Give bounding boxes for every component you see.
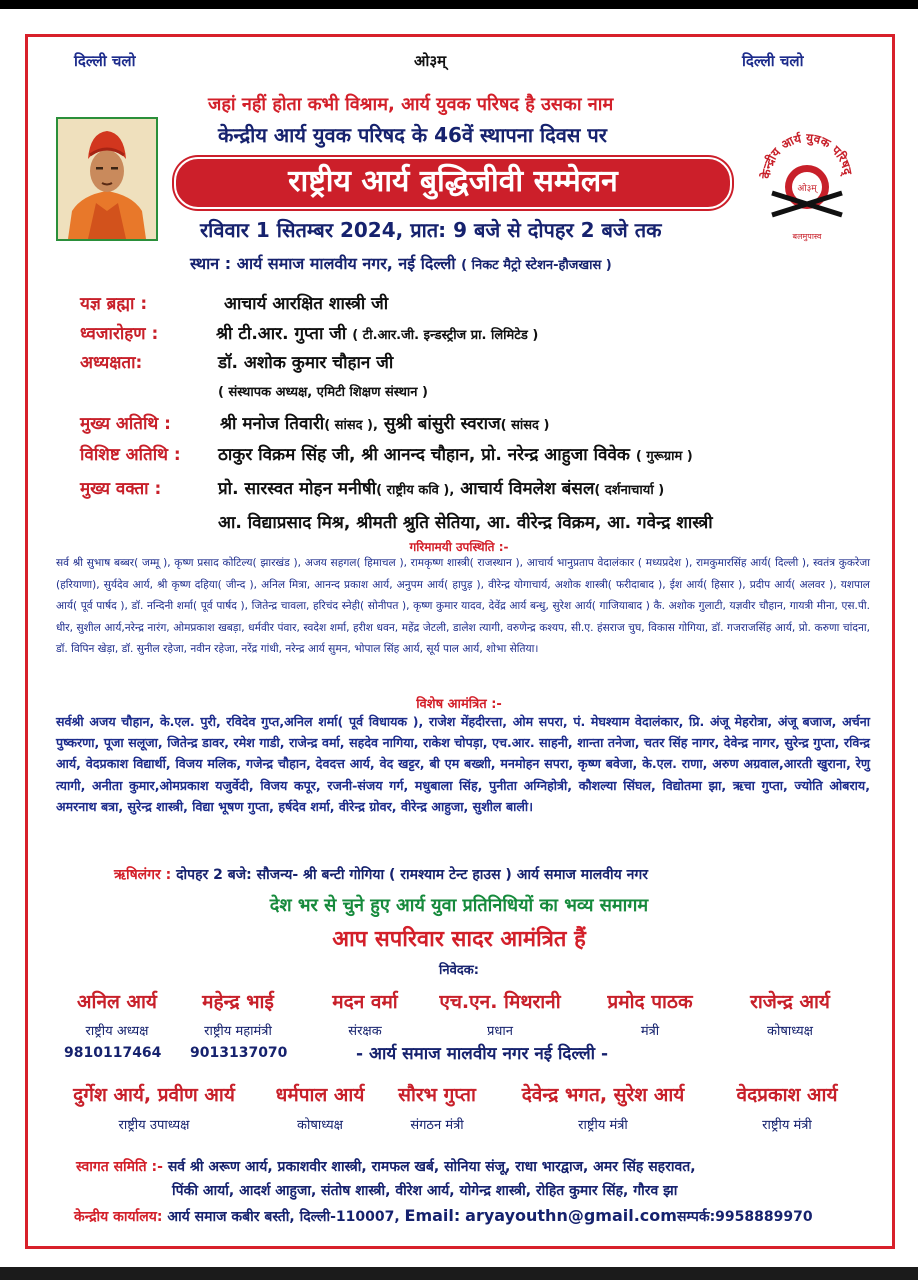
invitation-poster	[0, 9, 918, 1267]
gracious-names: सर्व श्री सुभाष बब्बर( जम्मू ), कृष्ण प्रसाद कोटिल्य( झारखंड ), अजय सहगल( हिमाचल ), रामकृष्ण शास्त्री( राजस्थान ), आचार्य भानुप्रताप वेदालंकार ( मध्यप्रदेश ), रामकुमारसिंह आर्य( दिल्ली ), स्वतंत्र कुकरेजा (हरियाणा), सुर्यदेव आर्य, श्री कृष्ण दहिया( जीन्द ), अनिल मित्रा, आनन्द प्रकाश आर्य, अनुपम आर्य( हापुड़ ), वीरेन्द्र योगाचार्य, अशोक शास्त्री( फरीदाबाद ), ईश आर्य( हिसार ), प्रदीप आर्य( अलवर ), यशपाल आर्य( पूर्व पार्षद ), डॉ. नन्दिनी शर्मा( पूर्व पार्षद ), जितेन्द्र चावला, हरिचंद स्नेही( सोनीपत ), कृष्ण कुमार यादव, देवेंद्र आर्य बन्धु, सुरेश आर्य( गाजियाबाद ) कै. अशोक गुलाटी, यज्ञवीर चौहान, गायत्री मीना, एस.पी. धीर, सुशील आर्य,नरेन्द्र नारंग, ओमप्रकाश खबड़ा, धर्मवीर पंवार, स्वदेश शर्मा, हरीश धवन, महेंद्र जेटली, डालेश त्यागी, वरुणेन्द्र कश्यप, सी.ए. हंसराज चुघ, विकास गोगिया, डॉ. गजराजसिंह आर्य, प्रो. करुणा चांदना, डॉ. विपिन खेड़ा, डॉ. सुनील रहेजा, नवीन रहेजा, नरेंद्र गांधी, नरेन्द्र आर्य सुमन, भोपाल सिंह आर्य, सूर्य पाल आर्य, शोभा सेतिया।	[56, 557, 870, 655]
organizer-name: वेदप्रकाश आर्य	[736, 1084, 838, 1106]
gathering-line: देश भर से चुने हुए आर्य युवा प्रतिनिधियों का भव्य समागम	[269, 895, 649, 916]
langar-label: ऋषिलंगर :	[114, 867, 172, 883]
organizer-phone: 9013137070	[190, 1045, 288, 1061]
welcome-row-1	[76, 1157, 696, 1176]
langar-row	[114, 865, 648, 884]
chief-guest-2-note: ( सांसद )	[500, 418, 550, 433]
occasion-line: केन्द्रीय आर्य युवक परिषद के 46वें स्थापना दिवस पर	[218, 123, 607, 147]
organizer-phone: 9810117464	[64, 1045, 162, 1061]
office-row	[74, 1206, 813, 1226]
venue	[190, 252, 612, 274]
office-address: आर्य समाज कबीर बस्ती, दिल्ली-110007,	[167, 1209, 400, 1225]
office-label: केन्द्रीय कार्यालय:	[74, 1209, 163, 1225]
organizer-name: दुर्गेश आर्य, प्रवीण आर्य	[73, 1084, 235, 1106]
yajna-label: यज्ञ ब्रह्मा :	[80, 294, 148, 314]
special-guest-row	[218, 442, 693, 465]
organizer-role: प्रधान	[487, 1024, 513, 1039]
top-black-bar	[0, 0, 918, 9]
special-guest-note: ( गुरूग्राम )	[635, 449, 693, 464]
logo-arc-text: केन्द्रीय आर्य युवक परिषद्	[758, 130, 855, 180]
contact-number: सम्पर्क:9958889970	[676, 1209, 813, 1225]
organizer-name: देवेन्द्र भगत, सुरेश आर्य	[521, 1084, 685, 1106]
flag-row	[216, 321, 538, 344]
speaker-1: प्रो. सारस्वत मोहन मनीषी	[218, 479, 377, 499]
arya-yuvak-parishad-logo	[758, 129, 856, 249]
chief-guest-2: सुश्री बांसुरी स्वराज	[383, 414, 501, 434]
welcome-label: स्वागत समिति :-	[76, 1159, 163, 1175]
speaker-2: आचार्य विमलेश बंसल	[460, 479, 595, 499]
right-slogan: दिल्ली चलो	[742, 52, 804, 70]
welcome-line-1: सर्व श्री अरूण आर्य, प्रकाशवीर शास्त्री, रामफल खर्ब, सोनिया संजू, राधा भारद्वाज, अमर सिंह सहरावत,	[167, 1159, 696, 1175]
om-title: ओ३म्	[414, 52, 447, 70]
organizer-role: राष्ट्रीय उपाध्यक्ष	[118, 1118, 190, 1133]
organizer-role: कोषाध्यक्ष	[767, 1024, 813, 1039]
organizer-name: सौरभ गुप्ता	[398, 1084, 476, 1106]
president-label: अध्यक्षता:	[80, 353, 143, 373]
yajna-value: आचार्य आरक्षित शास्त्री जी	[224, 294, 389, 314]
organizer-role: राष्ट्रीय अध्यक्ष	[85, 1024, 149, 1039]
flag-label: ध्वजारोहण :	[80, 324, 159, 344]
email-label: Email:	[404, 1206, 461, 1225]
speaker-row	[218, 476, 664, 499]
family-invitation: आप सपरिवार सादर आमंत्रित हैं	[332, 927, 586, 952]
chief-guest-1-note: ( सांसद ),	[324, 418, 378, 433]
organizer-role: मंत्री	[640, 1024, 660, 1039]
speaker-2-note: ( दर्शनाचार्या )	[594, 483, 665, 498]
organizer-role: संगठन मंत्री	[410, 1118, 464, 1133]
president-note: ( संस्थापक अध्यक्ष, एमिटी शिक्षण संस्थान )	[218, 385, 428, 400]
organizer-role: राष्ट्रीय मंत्री	[762, 1118, 812, 1133]
logo-bottom-text: बलमुपास्व	[792, 232, 822, 241]
special-guests: ठाकुर विक्रम सिंह जी, श्री आनन्द चौहान, प्रो. नरेन्द्र आहुजा विवेक	[218, 445, 630, 465]
logo-om-text: ओ३म्	[797, 184, 817, 194]
date-time: रविवार 1 सितम्बर 2024, प्रात: 9 बजे से दोपहर 2 बजे तक	[200, 218, 662, 242]
dayanand-portrait-image	[56, 117, 158, 241]
flag-note: ( टी.आर.जी. इन्डस्ट्रीज प्रा. लिमिटेड )	[352, 328, 539, 343]
chief-guest-row	[220, 411, 549, 434]
president-value: डॉ. अशोक कुमार चौहान जी	[218, 353, 394, 373]
special-guest-label: विशिष्ट अतिथि :	[80, 445, 181, 465]
chief-guest-label: मुख्य अतिथि :	[80, 414, 171, 434]
speakers-line-2: आ. विद्याप्रसाद मिश्र, श्रीमती श्रुति सेतिया, आ. वीरेन्द्र विक्रम, आ. गवेन्द्र शास्त्री	[218, 513, 713, 533]
organizer-name: धर्मपाल आर्य	[275, 1084, 365, 1106]
left-slogan: दिल्ली चलो	[74, 52, 136, 70]
requester-label: निवेदक:	[439, 963, 479, 978]
chief-guest-1: श्री मनोज तिवारी	[220, 414, 325, 434]
organizer-role: कोषाध्यक्ष	[297, 1118, 343, 1133]
organizer-name: अनिल आर्य	[77, 991, 157, 1013]
special-invitees-heading: विशेष आमंत्रित :-	[416, 697, 502, 712]
organizer-name: मदन वर्मा	[332, 991, 398, 1013]
organizer-role: संरक्षक	[348, 1024, 382, 1039]
gracious-heading: गरिमामयी उपस्थिति :-	[409, 540, 509, 554]
organizer-name: प्रमोद पाठक	[607, 991, 693, 1013]
welcome-line-2: पिंकी आर्या, आदर्श आहुजा, संतोष शास्त्री, वीरेश आर्य, योगेन्द्र शास्त्री, रोहित कुमार सिंह, गौरव झा	[172, 1183, 678, 1199]
langar-text: दोपहर 2 बजे: सौजन्य- श्री बन्टी गोगिया ( रामश्याम टेन्ट हाउस ) आर्य समाज मालवीय नगर	[176, 867, 648, 883]
event-title-banner: राष्ट्रीय आर्य बुद्धिजीवी सम्मेलन	[174, 157, 732, 209]
samaj-line: - आर्य समाज मालवीय नगर नई दिल्ली -	[356, 1044, 609, 1064]
organizer-role: राष्ट्रीय मंत्री	[578, 1118, 628, 1133]
venue-note: ( निकट मैट्रो स्टेशन-हौजखास )	[461, 258, 612, 273]
tagline: जहां नहीं होता कभी विश्राम, आर्य युवक परिषद है उसका नाम	[208, 94, 614, 115]
chief-speaker-label: मुख्य वक्ता :	[80, 479, 162, 499]
flag-value: श्री टी.आर. गुप्ता जी	[216, 324, 347, 344]
email-link[interactable]: aryayouthn@gmail.com	[465, 1206, 677, 1225]
organizer-role: राष्ट्रीय महामंत्री	[204, 1024, 272, 1039]
special-invitees-names: सर्वश्री अजय चौहान, के.एल. पुरी, रविदेव गुप्त,अनिल शर्मा( पूर्व विधायक ), राजेश मेंहदीरत्ता, ओम सपरा, पं. मेघश्याम वेदालंकार, प्रि. अंजू मेहरोत्रा, अंजू बजाज, अर्चना पुष्करणा, पूजा सलूजा, जितेन्द्र डावर, रमेश गाडी, राजेन्द्र वर्मा, सहदेव नागिया, राकेश चोपड़ा, एच.आर. साहनी, शान्ता तनेजा, चतर सिंह नागर, देवेन्द्र नागर, सुरेन्द्र गुप्ता, रविन्द्र आर्य, वेदप्रकाश विद्यार्थी, विजय मलिक, गजेन्द्र चौहान, देवदत्त आर्य, वेद खट्टर, बी एम बख्शी, मनमोहन सपरा, कृष्ण बवेजा, के.एल. राणा, अरुण अग्रवाल,आरती खुराना, रेणु त्यागी, अनीता कुमार,ओमप्रकाश यजुर्वेदी, विजय कपूर, रजनी-संजय गर्ग, मधुबाला सिंह, पुनीता अग्निहोत्री, कौशल्या सिंघल, विद्योतमा झा, ऋचा गुप्ता, ज्योति ओबराय, अमरनाथ बत्रा, सुरेन्द्र शास्त्री, विद्या भूषण गुप्ता, हर्षदेव शर्मा, वीरेन्द्र ग्रोवर, वीरेन्द्र आहुजा, सुशील बाली।	[56, 714, 870, 814]
organizer-name: एच.एन. मिथरानी	[439, 991, 561, 1013]
speaker-1-note: ( राष्ट्रीय कवि ),	[376, 483, 455, 498]
venue-main: स्थान : आर्य समाज मालवीय नगर, नई दिल्ली	[190, 254, 456, 273]
organizer-name: राजेन्द्र आर्य	[750, 991, 830, 1013]
organizer-name: महेन्द्र भाई	[202, 991, 274, 1013]
